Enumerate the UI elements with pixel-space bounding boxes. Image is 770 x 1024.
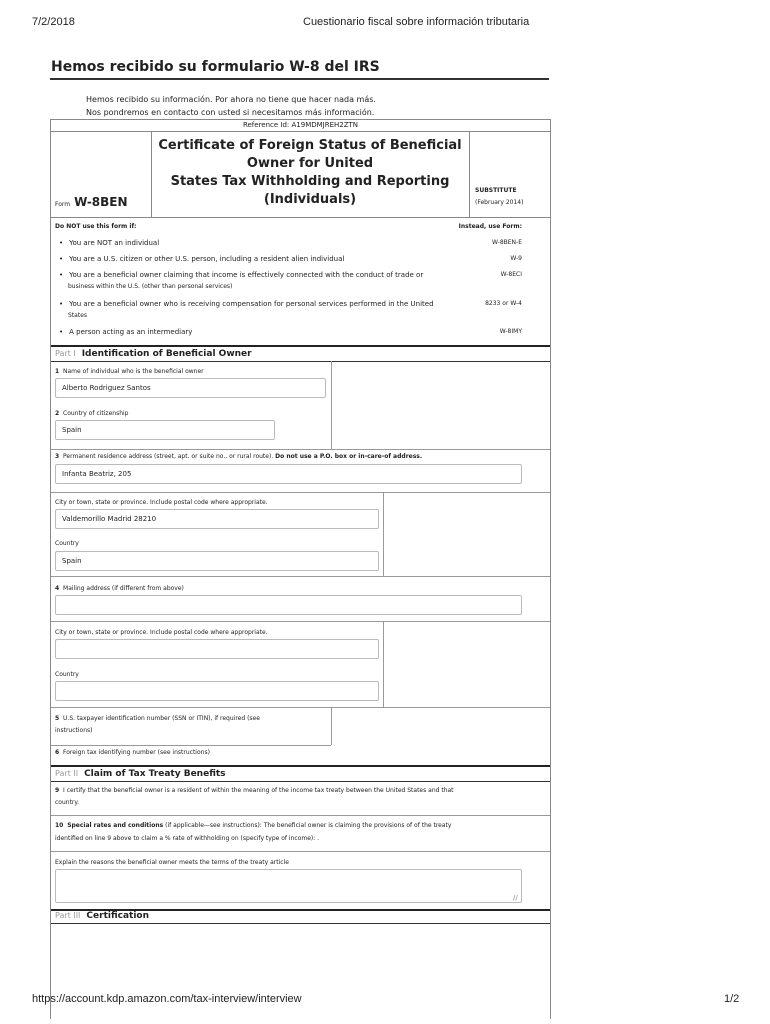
residence-city-input[interactable]: Valdemorillo Madrid 28210 [55,509,379,529]
page-title: Hemos recibido su formulario W-8 del IRS [51,59,380,75]
exclusion-item: • You are NOT an individual [59,239,159,247]
form-title-line: Certificate of Foreign Status of Beneficial [158,138,462,153]
explain-textarea[interactable] [55,869,522,903]
part-divider [51,765,550,767]
exclusion-item: • You are a beneficial owner who is receiving compensation for personal services performed in the United [59,300,434,308]
resize-handle-icon[interactable]: ∕∕ [513,894,518,902]
explain-label: Explain the reasons the beneficial owner meets the terms of the treaty article [55,859,289,866]
mailing-country-input[interactable] [55,681,379,701]
q3-label: 3 Permanent residence address (street, apt. or suite no., or rural route). Do not use a P.O. box or in-care-of address. [55,453,423,460]
exclusion-form: W-8BEN-E [491,239,522,246]
part-3-title: Certification [86,911,150,921]
name-input[interactable]: Alberto Rodriguez Santos [55,378,326,398]
print-date: 7/2/2018 [32,16,75,28]
q9-text-cont: country. [55,799,79,806]
q9-text: 9 I certify that the beneficial owner is a resident of within the meaning of the income tax treaty between the United States and that [55,787,454,794]
part-1-heading [55,349,252,359]
form-title-line: Owner for United [246,156,374,171]
part-1-label: Part I [55,349,76,358]
notice-line-2: Nos pondremos en contacto con usted si necesitamos más información. [86,108,375,117]
country-2-label: Country [55,671,79,678]
q5-label-cont: instructions) [55,727,93,734]
print-url: https://account.kdp.amazon.com/tax-interview/interview [32,993,302,1005]
form-id [55,195,128,209]
exclusion-form: W-9 [510,255,522,262]
q2-label: 2 Country of citizenship [55,410,129,417]
exclusion-item: • You are a beneficial owner claiming that income is effectively connected with the conduct of trade or [59,271,423,279]
q10-text-cont: identified on line 9 above to claim a % rate of withholding on (specify type of income): . [55,835,320,842]
part-1-title: Identification of Beneficial Owner [81,349,252,359]
form-title-line: (Individuals) [263,192,357,207]
part-3-label: Part III [55,911,81,920]
title-divider [50,78,549,80]
revision-date: (February 2014) [475,199,524,206]
substitute-label: SUBSTITUTE [475,187,517,194]
form-title-line: States Tax Withholding and Reporting [170,174,450,189]
form-name: W-8BEN [74,195,128,209]
q5-label: 5 U.S. taxpayer identification number (SSN or ITIN), if required (see [55,715,260,722]
form-word: Form [55,201,71,208]
part-2-label: Part II [55,769,79,778]
w8ben-form [50,119,551,1019]
part-2-heading [55,769,226,779]
country-1-label: Country [55,540,79,547]
exclusion-form: W-8IMY [499,328,522,335]
do-not-use-label: Do NOT use this form if: [55,223,137,230]
q4-label: 4 Mailing address (if different from above) [55,585,184,592]
mailing-address-input[interactable] [55,595,522,615]
part-divider [51,345,550,347]
part-2-title: Claim of Tax Treaty Benefits [84,769,226,779]
form-title [151,137,469,209]
exclusion-item-cont: business within the U.S. (other than personal services) [68,283,233,290]
q1-label: 1 Name of individual who is the beneficial owner [55,368,204,375]
exclusion-item-cont: States [68,312,88,319]
city-2-label: City or town, state or province. Include postal code where appropriate. [55,629,268,636]
exclusion-item: • You are a U.S. citizen or other U.S. person, including a resident alien individual [59,255,344,263]
citizenship-input[interactable]: Spain [55,420,275,440]
residence-address-input[interactable]: Infanta Beatriz, 205 [55,464,522,484]
q6-label: 6 Foreign tax identifying number (see instructions) [55,749,210,756]
city-1-label: City or town, state or province. Include postal code where appropriate. [55,499,268,506]
instead-use-label: Instead, use Form: [458,223,522,230]
exclusion-form: W-8ECI [500,271,522,278]
q10-text: 10 Special rates and conditions (if applicable—see instructions): The beneficial owner is claiming the provisions of of the treaty [55,822,452,829]
exclusion-form: 8233 or W-4 [485,300,522,307]
part-3-heading [55,911,149,921]
exclusion-item: • A person acting as an intermediary [59,328,192,336]
reference-id: Reference Id: A19MDMJREH2ZTN [242,121,359,129]
residence-country-input[interactable]: Spain [55,551,379,571]
print-doc-title: Cuestionario fiscal sobre información tributaria [303,16,530,28]
notice-line-1: Hemos recibido su información. Por ahora no tiene que hacer nada más. [86,95,376,104]
mailing-city-input[interactable] [55,639,379,659]
print-page-number: 1/2 [724,993,740,1005]
